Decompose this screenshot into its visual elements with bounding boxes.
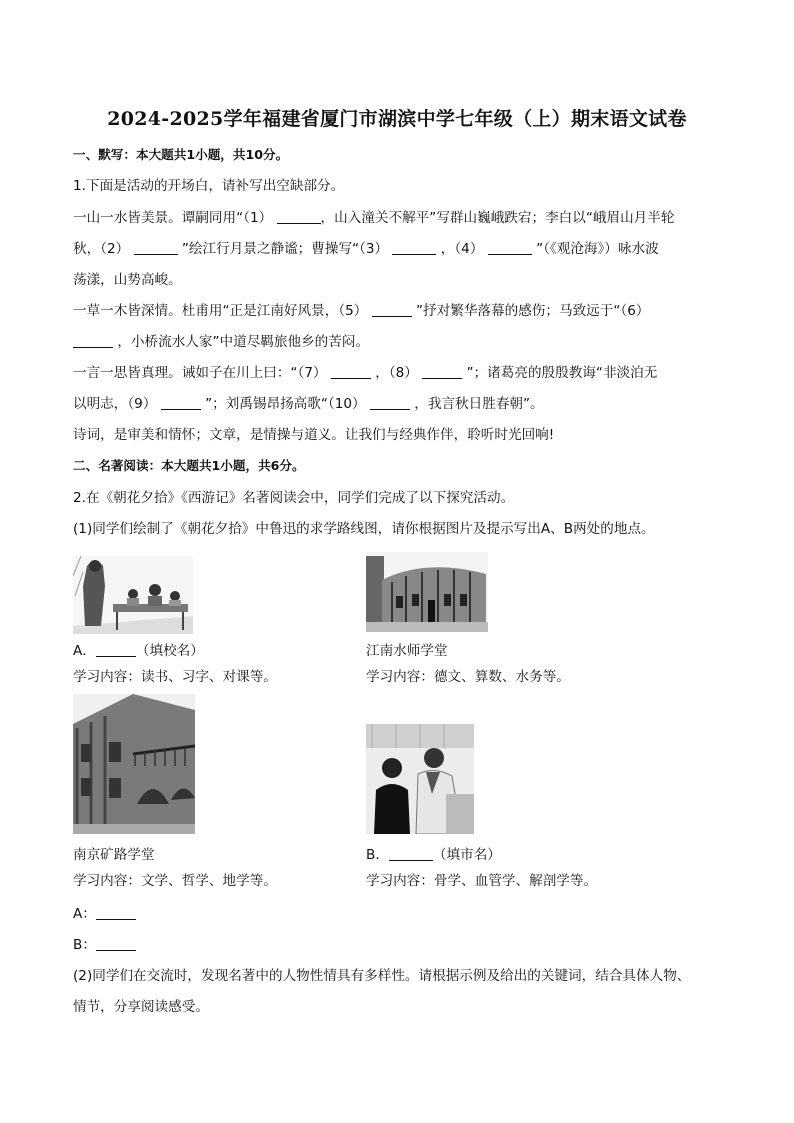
blank-8[interactable] bbox=[422, 365, 462, 379]
nanjing-academy-image bbox=[73, 694, 195, 834]
q1-line-8: 诗词，是审美和情怀；文章，是情操与道义。让我们与经典作伴，聆听时光回响! bbox=[73, 427, 555, 443]
caption-a-content: 学习内容：读书、习字、对课等。 bbox=[73, 669, 277, 685]
q1-l7c-text: ，我言秋日胜春朝”。 bbox=[414, 396, 544, 412]
blank-3[interactable] bbox=[392, 241, 436, 255]
sanwei-classroom-image bbox=[73, 556, 193, 634]
section-2-heading: 二、名著阅读：本大题共1小题，共6分。 bbox=[73, 458, 305, 473]
blank-b-city[interactable] bbox=[389, 847, 433, 861]
b-suffix: （填市名） bbox=[432, 847, 501, 863]
answer-b-blank[interactable] bbox=[96, 937, 136, 951]
a-suffix: （填校名） bbox=[135, 643, 204, 659]
blank-4[interactable] bbox=[488, 241, 532, 255]
q2-sub2-line-1: (2)同学们在交流时，发现名著中的人物性情具有多样性。请根据示例及给出的关键词，结合具体人物、 bbox=[73, 968, 691, 984]
caption-nanjing: 南京矿路学堂 bbox=[73, 847, 155, 863]
q1-l4b-text: ”抒对繁华落幕的感伤；马致远于“（6） bbox=[416, 303, 650, 319]
q1-l6c-text: ”；诸葛亮的殷殷教诲“非淡泊无 bbox=[466, 365, 658, 381]
q1-l6a-text: 一言一思皆真理。诫如子在川上曰：“（7） bbox=[73, 365, 327, 381]
q1-line-5 bbox=[73, 333, 369, 351]
answer-a-line bbox=[73, 905, 136, 923]
caption-a bbox=[73, 642, 204, 660]
q1-l7b-text: ”；刘禹锡昂扬高歌“（10） bbox=[205, 396, 366, 412]
q1-l6b-text: ，（8） bbox=[375, 365, 418, 381]
blank-5[interactable] bbox=[372, 303, 412, 317]
q1-l1-text: 一山一水皆美景。谭嗣同用“（1） bbox=[73, 210, 273, 226]
blank-7[interactable] bbox=[331, 365, 371, 379]
caption-b bbox=[366, 846, 501, 864]
q1-l2b-text: ”绘江行月景之静谧；曹操写“（3） bbox=[181, 241, 389, 257]
q2-intro: 2.在《朝花夕拾》《西游记》名著阅读会中，同学们完成了以下探究活动。 bbox=[73, 490, 515, 506]
blank-1[interactable] bbox=[277, 210, 321, 224]
caption-jiangnan: 江南水师学堂 bbox=[366, 643, 448, 659]
jiangnan-academy-image bbox=[366, 552, 488, 632]
sendai-portrait-image bbox=[366, 724, 474, 834]
q1-l2a-text: 秋，（2） bbox=[73, 241, 130, 257]
q1-l1b-text: ，山入潼关不解平”写群山巍峨跌宕；李白以“峨眉山月半轮 bbox=[320, 210, 675, 226]
b-prefix: B． bbox=[366, 847, 389, 863]
q1-intro: 1.下面是活动的开场白，请补写出空缺部分。 bbox=[73, 178, 345, 194]
caption-b-content: 学习内容：骨学、血管学、解剖学等。 bbox=[366, 873, 598, 889]
q1-line-2 bbox=[73, 240, 659, 258]
q1-l2c-text: ，（4） bbox=[440, 241, 484, 257]
q1-line-7 bbox=[73, 395, 544, 413]
section-1-heading: 一、默写：本大题共1小题，共10分。 bbox=[73, 147, 289, 162]
q1-l4a-text: 一草一木皆深情。杜甫用“正是江南好风景，（5） bbox=[73, 303, 368, 319]
q1-line-4 bbox=[73, 302, 649, 320]
q2-sub1: (1)同学们绘制了《朝花夕拾》中鲁迅的求学路线图，请你根据图片及提示写出A、B两处的地点。 bbox=[73, 521, 655, 537]
q1-line-6 bbox=[73, 364, 657, 382]
answer-b-label: B： bbox=[73, 937, 96, 953]
q1-l2d-text: ”（《观沧海》）咏水波 bbox=[536, 241, 659, 257]
blank-2[interactable] bbox=[134, 241, 178, 255]
answer-a-blank[interactable] bbox=[96, 906, 136, 920]
caption-nanjing-content: 学习内容：文学、哲学、地学等。 bbox=[73, 873, 277, 889]
answer-b-line bbox=[73, 936, 136, 954]
exam-title: 2024-2025学年福建省厦门市湖滨中学七年级（上）期末语文试卷 bbox=[107, 108, 687, 130]
answer-a-label: A： bbox=[73, 906, 96, 922]
q1-l5b-text: ，小桥流水人家”中道尽羁旅他乡的苦闷。 bbox=[117, 334, 370, 350]
q1-line-3: 荡漾，山势高峻。 bbox=[73, 272, 182, 288]
blank-10[interactable] bbox=[370, 396, 410, 410]
a-prefix: A． bbox=[73, 643, 96, 659]
blank-9[interactable] bbox=[161, 396, 201, 410]
blank-a-school[interactable] bbox=[96, 643, 136, 657]
blank-6[interactable] bbox=[73, 334, 113, 348]
q2-sub2-line-2: 情节，分享阅读感受。 bbox=[73, 999, 209, 1015]
caption-jiangnan-content: 学习内容：德文、算数、水务等。 bbox=[366, 669, 570, 685]
q1-l7a-text: 以明志，（9） bbox=[73, 396, 157, 412]
q1-line-1 bbox=[73, 209, 674, 227]
